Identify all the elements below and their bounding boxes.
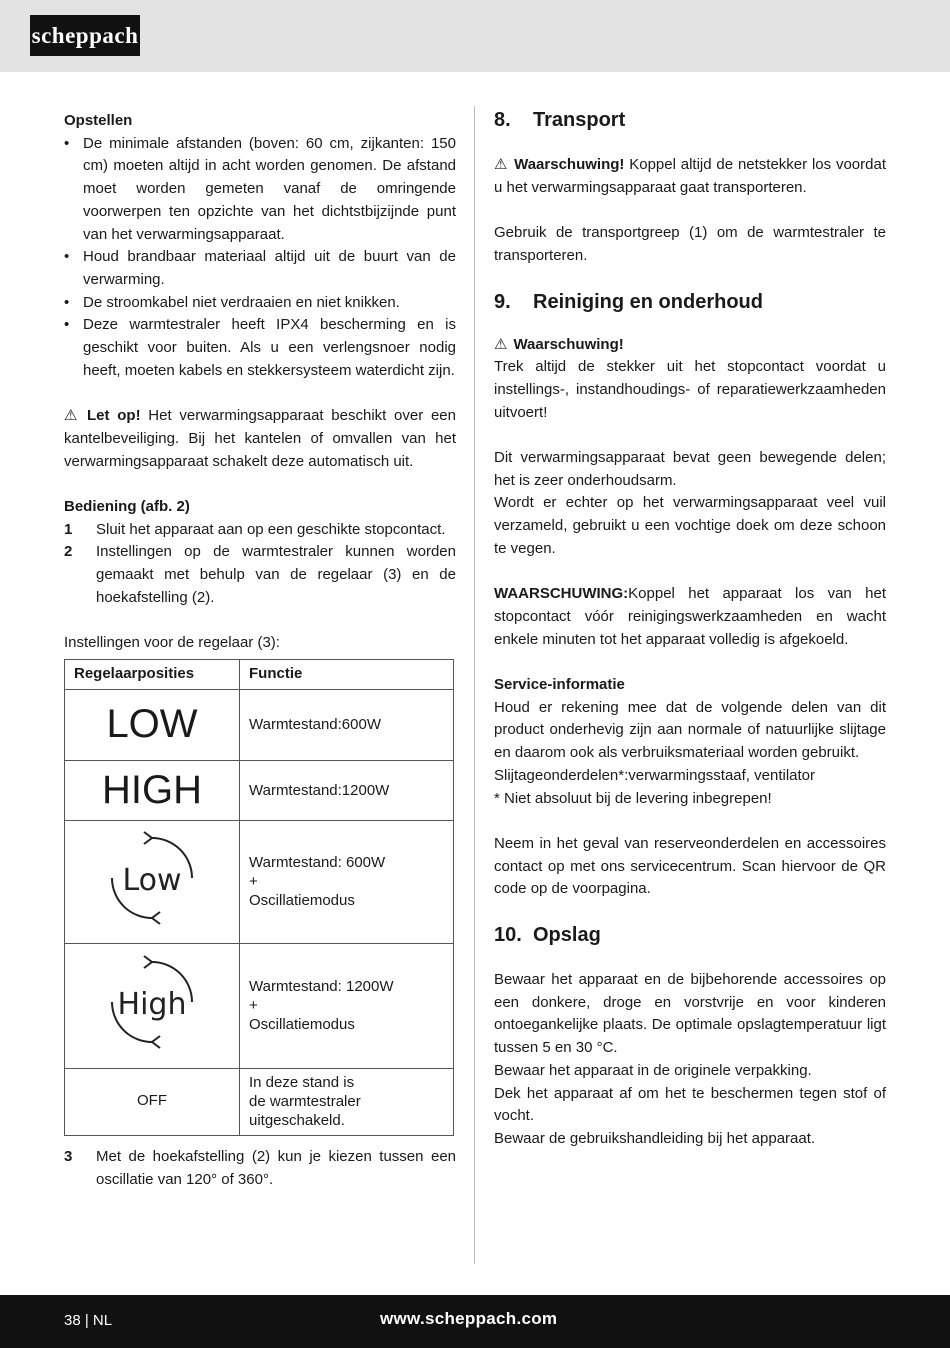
website-link[interactable]: www.scheppach.com (380, 1309, 558, 1328)
position-high-oscillation (65, 943, 240, 1068)
section-10-heading: 10. Opslag (494, 924, 601, 947)
opstellen-list (64, 133, 456, 383)
step-item: 2 Instellingen op de warmtestraler kunnen worden gemaakt met behulp van de regelaar (3) en de hoekafstelling (2). (64, 543, 456, 606)
page-header (0, 0, 950, 72)
table-header-function: Functie (240, 659, 454, 689)
table-row: LOW Warmtestand:600W (65, 689, 454, 760)
position-high: HIGH (65, 760, 240, 820)
letop-paragraph: ⚠ Let op! Het verwarmingsapparaat beschikt over een kantelbeveiliging. Bij het kantelen of omvallen van het verwarmingsapparaat schakelt deze automatisch uit. (64, 407, 456, 470)
cleaning-paragraph: Dit verwarmingsapparaat bevat geen bewegende delen; het is zeer onderhoudsarm. (494, 449, 886, 489)
page-number: 38 | NL (64, 1312, 113, 1329)
table-row: OFF In deze stand is de warmtestraler uitgeschakeld. (65, 1068, 454, 1135)
section-9-heading: 9. Reiniging en onderhoud (494, 290, 763, 313)
table-row: HIGH Warmtestand:1200W (65, 760, 454, 820)
svg-text:Low: Low (122, 862, 182, 898)
service-paragraph: Slijtageonderdelen*:verwarmingsstaaf, ventilator (494, 766, 816, 784)
scheppach-logo: scheppach (30, 15, 140, 56)
right-column (494, 106, 886, 1151)
list-item: • Deze warmtestraler heeft IPX4 bescherming en is geschikt voor buiten. Als u een verlengsnoer nodig heeft, moeten kabels en stekkersysteem waterdicht zijn. (64, 314, 456, 382)
table-row: Low Warmtestand: 600W + Oscillatiemodus (65, 820, 454, 943)
svg-text:High: High (117, 986, 187, 1022)
service-paragraph: Houd er rekening mee dat de volgende delen van dit product onderhevig zijn aan normale of natuurlijke slijtage en daarom ook als verbruiksmateriaal worden gebruikt. (494, 698, 886, 762)
warning-triangle-icon: ⚠ (494, 156, 509, 173)
service-heading: Service-informatie (494, 676, 625, 693)
cleaning-paragraph: Trek altijd de stekker uit het stopcontact voordat u instellings-, instandhoudings- of reparatiewerkzaamheden uitvoert! (494, 358, 886, 421)
bediening-heading: Bediening (afb. 2) (64, 497, 190, 515)
list-item: • De minimale afstanden (boven: 60 cm, zijkanten: 150 cm) moeten altijd in acht worden genomen. De afstand moet worden gemeten vanaf de omringende voorwerpen ten opzichte van het dichtstbijzijnde punt van het verwarmingsapparaat. (64, 133, 456, 247)
list-item: • Houd brandbaar materiaal altijd uit de buurt van de verwarming. (64, 246, 456, 291)
storage-paragraph: Bewaar het apparaat in de originele verpakking. (494, 1061, 812, 1079)
rotation-arrows-icon (104, 954, 200, 1050)
table-intro: Instellingen voor de regelaar (3): (64, 634, 280, 652)
cleaning-warning-2: WAARSCHUWING:Koppel het apparaat los van het stopcontact vóór reinigingswerkzaamheden en wacht enkele minuten tot het apparaat volledig is afgekoeld. (494, 585, 886, 648)
section-8-heading: 8. Transport (494, 109, 626, 131)
column-divider (474, 106, 475, 1264)
step-item: 1 Sluit het apparaat aan op een geschikte stopcontact. (64, 520, 446, 538)
letop-warning: ⚠ Let op! (64, 407, 141, 425)
service-paragraph: Neem in het geval van reserveonderdelen en accessoires contact op met ons servicecentrum. Scan hiervoor de QR code op de voorpagina. (494, 834, 886, 898)
rotation-arrows-icon (104, 830, 200, 926)
regulator-settings-table (64, 659, 454, 1136)
step-item: 3 Met de hoekafstelling (2) kun je kiezen tussen een oscillatie van 120° of 360°. (64, 1147, 456, 1188)
opstellen-heading: Opstellen (64, 112, 133, 129)
transport-paragraph: Gebruik de transportgreep (1) om de warmtestraler te transporteren. (494, 224, 886, 264)
transport-warning: ⚠ Waarschuwing! Koppel altijd de netstekker los voordat u het verwarmingsapparaat gaat transporteren. (494, 156, 886, 196)
position-low: LOW (65, 689, 240, 760)
storage-paragraph: Dek het apparaat af om het te beschermen tegen stof of vocht. (494, 1084, 886, 1125)
left-column (64, 110, 456, 1191)
warning-triangle-icon: ⚠ (494, 335, 508, 353)
warning-triangle-icon: ⚠ (64, 407, 82, 425)
storage-paragraph: Bewaar het apparaat en de bijbehorende accessoires op een donkere, droge en vorstvrije en voor kinderen ontoegankelijke plaats. De optimale opslagtemperatuur ligt tussen 5 en 30 °C. (494, 971, 886, 1057)
cleaning-paragraph: Wordt er echter op het verwarmingsapparaat veel vuil verzameld, gebruikt u een vochtige doek om deze schoon te vegen. (494, 494, 886, 557)
position-off: OFF (65, 1068, 240, 1135)
storage-paragraph: Bewaar de gebruikshandleiding bij het apparaat. (494, 1129, 816, 1147)
service-paragraph: * Niet absoluut bij de levering inbegrepen! (494, 789, 772, 807)
position-low-oscillation (65, 820, 240, 943)
list-item: • De stroomkabel niet verdraaien en niet knikken. (64, 292, 456, 315)
table-header-positions: Regelaarposities (65, 659, 240, 689)
table-row: High Warmtestand: 1200W + Oscillatiemodus (65, 943, 454, 1068)
cleaning-warning-label: ⚠ Waarschuwing! (494, 335, 624, 353)
page-footer (0, 1295, 950, 1348)
